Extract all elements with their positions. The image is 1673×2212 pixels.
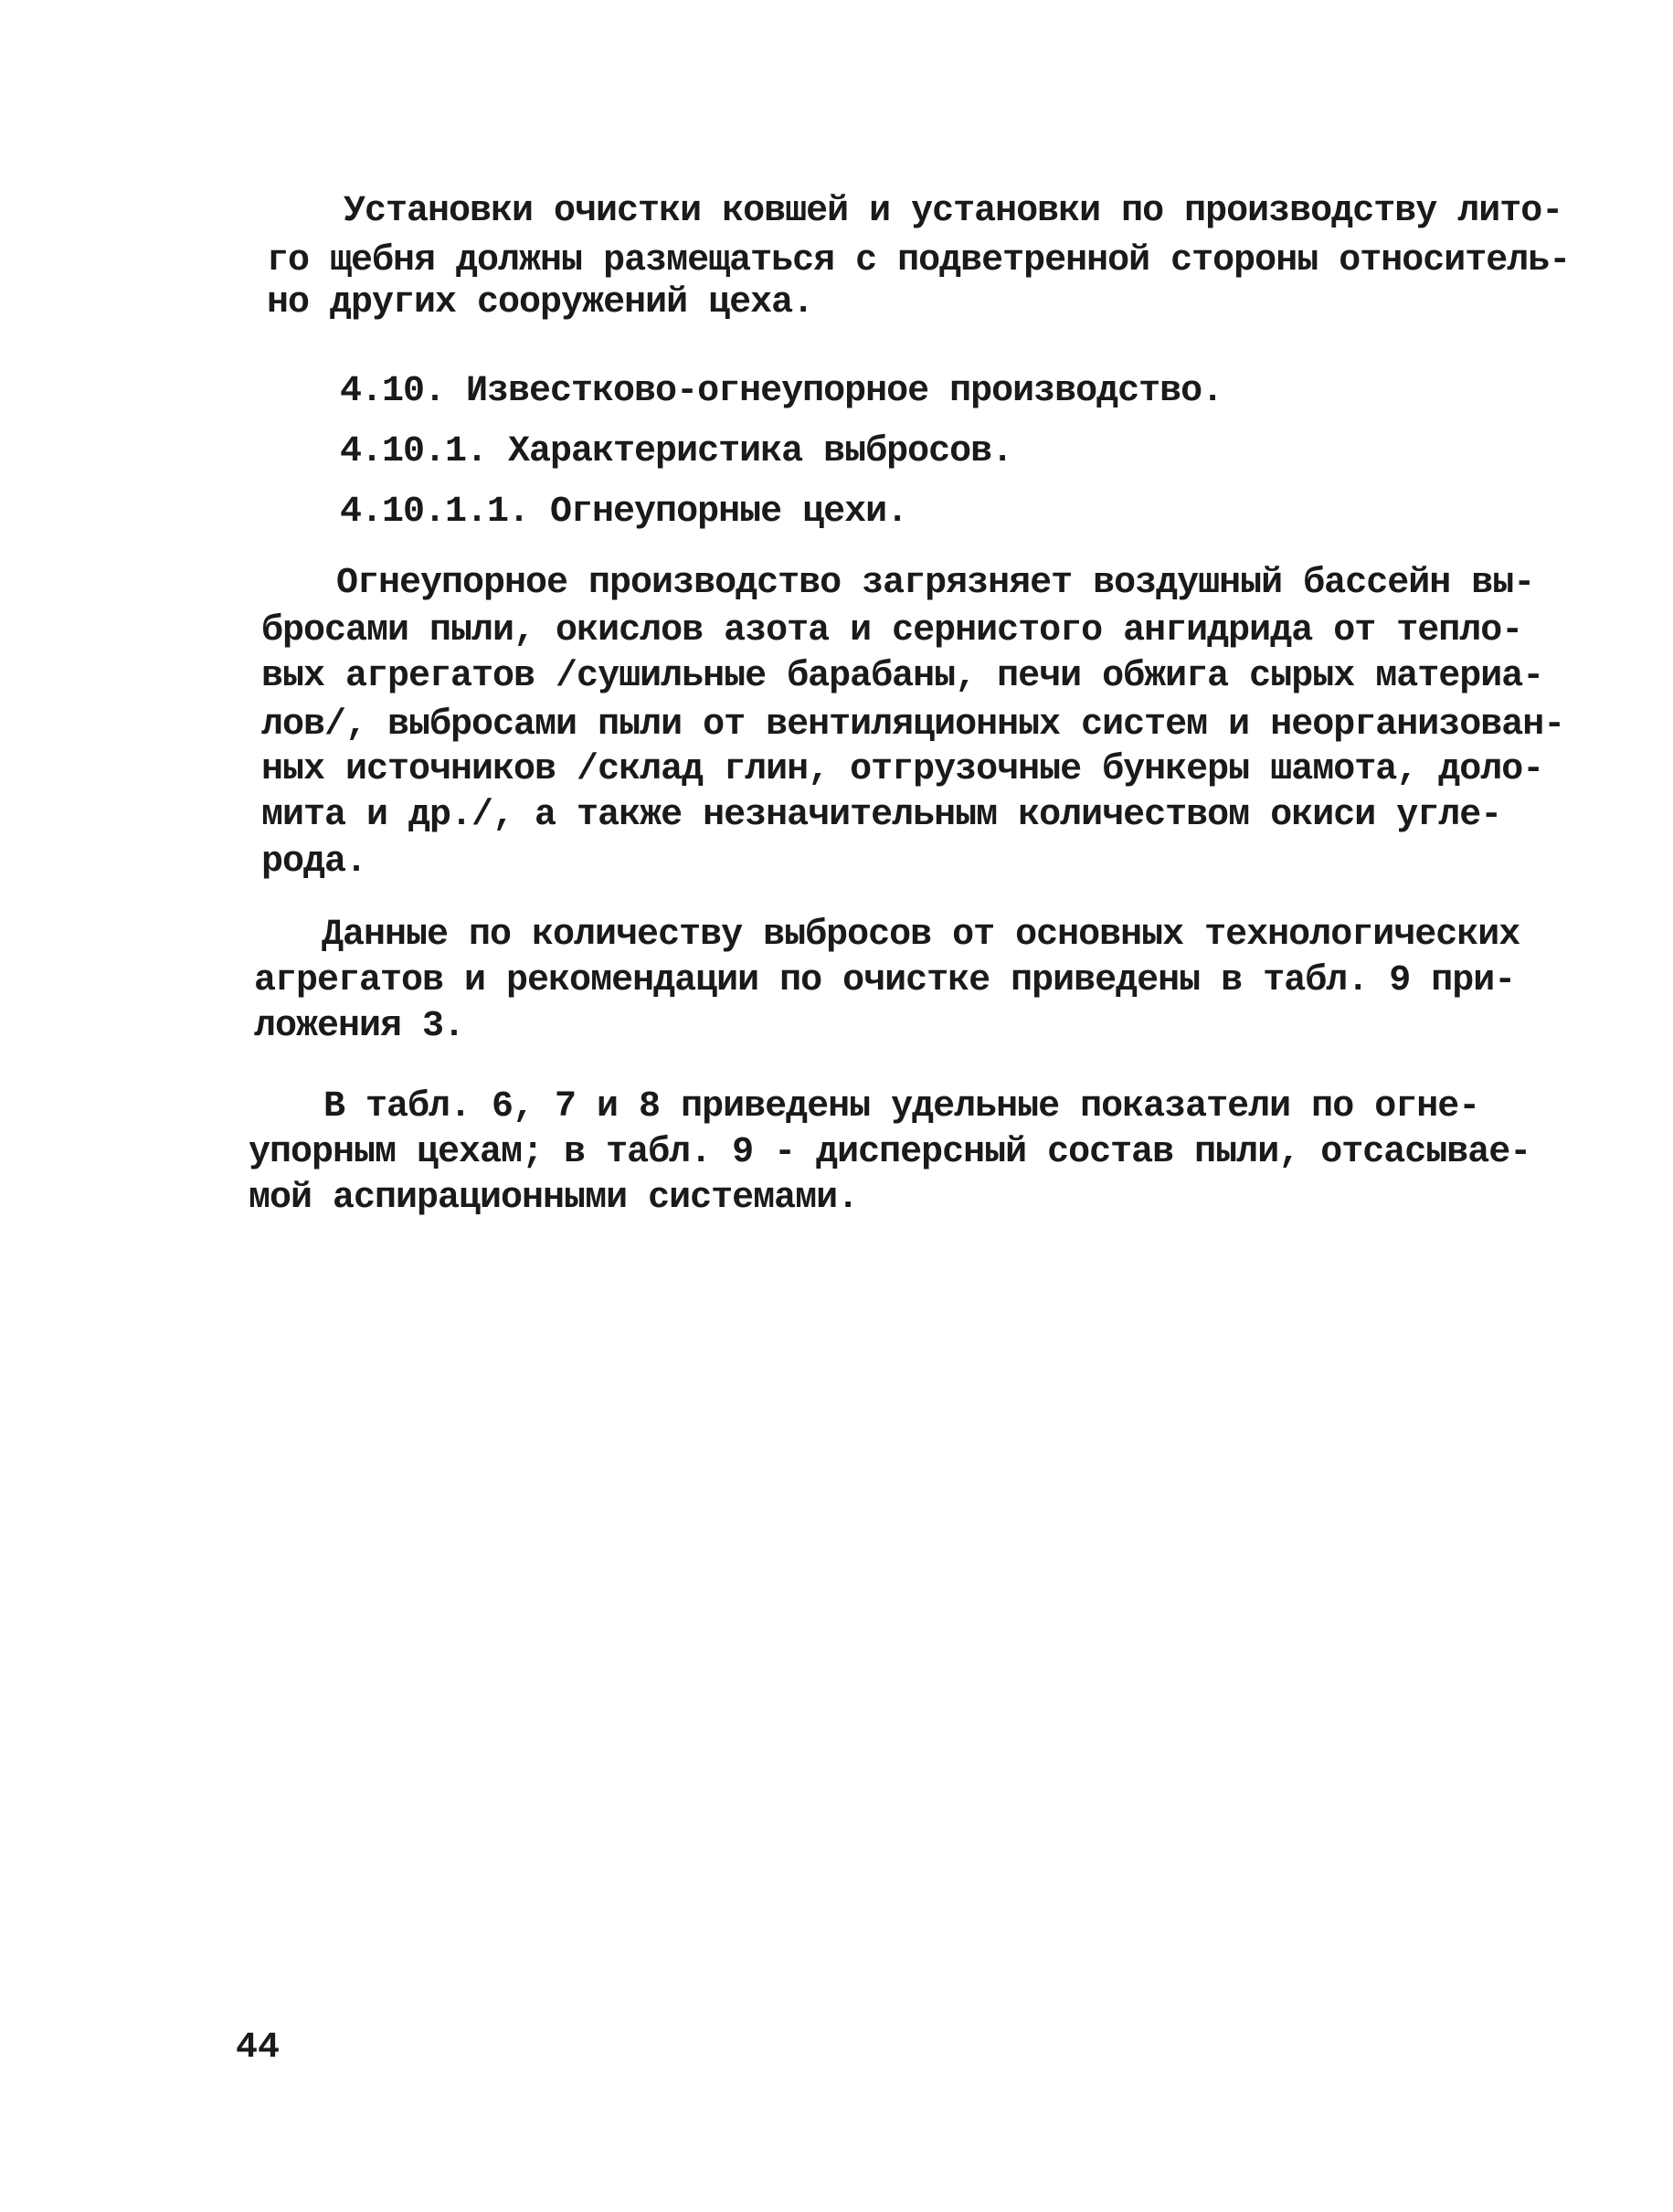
paragraph-2-line-2: бросами пыли, окислов азота и сернистого ангидрида от тепло- [261, 610, 1523, 651]
paragraph-4-line-1: В табл. 6, 7 и 8 приведены удельные показатели по огне- [323, 1086, 1480, 1127]
paragraph-2-line-5: ных источников /склад глин, отгрузочные бункеры шамота, доло- [261, 749, 1544, 790]
section-heading-4-10-1-1: 4.10.1.1. Огнеупорные цехи. [340, 492, 908, 533]
paragraph-4-line-2: упорным цехам; в табл. 9 - дисперсный состав пыли, отсасывае- [249, 1132, 1531, 1173]
section-heading-4-10: 4.10. Известково-огнеупорное производство. [340, 371, 1223, 412]
paragraph-3-line-3: ложения 3. [254, 1006, 465, 1047]
paragraph-2-line-1: Огнеупорное производство загрязняет воздушный бассейн вы- [336, 563, 1535, 604]
paragraph-2-line-3: вых агрегатов /сушильные барабаны, печи обжига сырых материа- [261, 656, 1544, 697]
section-heading-4-10-1: 4.10.1. Характеристика выбросов. [340, 431, 1013, 472]
paragraph-3-line-1: Данные по количеству выбросов от основных технологических [322, 915, 1520, 956]
paragraph-4-line-3: мой аспирационными системами. [249, 1178, 859, 1219]
paragraph-3-line-2: агрегатов и рекомендации по очистке приведены в табл. 9 при- [254, 960, 1516, 1001]
paragraph-2-line-4: лов/, выбросами пыли от вентиляционных систем и неорганизован- [261, 704, 1565, 746]
page-number: 44 [236, 2027, 281, 2069]
paragraph-2-line-7: рода. [261, 841, 367, 883]
paragraph-2-line-6: мита и др./, а также незначительным количеством окиси угле- [261, 795, 1502, 836]
paragraph-1-line-2: го щебня должны размещаться с подветренной стороны относитель- [267, 240, 1571, 281]
paragraph-1-line-1: Установки очистки ковшей и установки по производству лито- [344, 191, 1563, 232]
paragraph-1-line-3: но других сооружений цеха. [267, 282, 814, 323]
